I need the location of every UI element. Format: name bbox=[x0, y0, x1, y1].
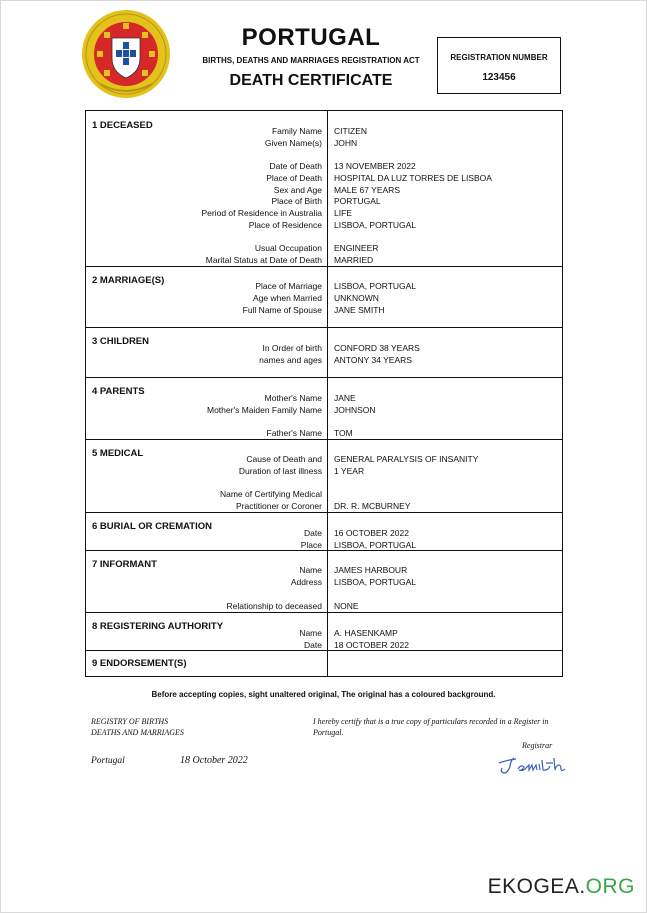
field-value: A. HASENKAMP bbox=[334, 628, 398, 638]
field-label: Sex and Age bbox=[273, 185, 322, 195]
section-informant bbox=[86, 551, 562, 613]
field-label: Place of Birth bbox=[271, 196, 322, 206]
field-value: MALE 67 YEARS bbox=[334, 185, 400, 195]
column-divider bbox=[327, 111, 328, 266]
field-value: LISBOA, PORTUGAL bbox=[334, 540, 417, 550]
registration-number-box bbox=[437, 37, 561, 94]
column-divider bbox=[327, 613, 328, 650]
field-label: Place of Residence bbox=[248, 220, 322, 230]
field-label: In Order of birth bbox=[262, 343, 322, 353]
field-value: UNKNOWN bbox=[334, 293, 379, 303]
field-value: TOM bbox=[334, 428, 353, 438]
section-title: 8 REGISTERING AUTHORITY bbox=[92, 621, 224, 632]
field-label: Relationship to deceased bbox=[226, 601, 322, 611]
field-value: JAMES HARBOUR bbox=[334, 565, 408, 575]
field-label: Date bbox=[304, 528, 322, 538]
column-divider bbox=[327, 378, 328, 439]
section-burial bbox=[86, 513, 562, 551]
field-label: Mother's Name bbox=[264, 393, 322, 403]
coat-of-arms-emblem bbox=[80, 8, 172, 100]
registrar-signature bbox=[496, 754, 566, 776]
field-value: LISBOA, PORTUGAL bbox=[334, 281, 417, 291]
certification-text: I hereby certify that is a true copy of particulars recorded in a Register in Portugal. bbox=[313, 717, 549, 737]
section-title: 1 DECEASED bbox=[92, 120, 153, 131]
section-registering-authority bbox=[86, 613, 562, 651]
certificate-title: DEATH CERTIFICATE bbox=[229, 72, 393, 89]
field-value: JOHNSON bbox=[334, 405, 376, 415]
registry-line-1: REGISTRY OF BIRTHS bbox=[91, 717, 169, 726]
field-label: Mother's Maiden Family Name bbox=[207, 405, 322, 415]
section-title: 6 BURIAL OR CREMATION bbox=[92, 521, 212, 532]
field-value: LIFE bbox=[334, 208, 352, 218]
field-label: Address bbox=[290, 577, 322, 587]
field-value: 16 OCTOBER 2022 bbox=[334, 528, 409, 538]
section-title: 9 ENDORSEMENT(S) bbox=[92, 658, 187, 669]
field-value: NONE bbox=[334, 601, 359, 611]
field-value: LISBOA, PORTUGAL bbox=[334, 220, 417, 230]
field-label: Name bbox=[299, 628, 322, 638]
field-label: Cause of Death and bbox=[246, 454, 322, 464]
section-parents bbox=[86, 378, 562, 440]
column-divider bbox=[327, 440, 328, 512]
section-title: 2 MARRIAGE(S) bbox=[92, 275, 165, 286]
field-value: PORTUGAL bbox=[334, 196, 381, 206]
brand-name: EKOGEA. bbox=[487, 875, 586, 898]
field-value: MARRIED bbox=[334, 255, 374, 265]
field-value: JANE SMITH bbox=[334, 305, 385, 315]
field-value: HOSPITAL DA LUZ TORRES DE LISBOA bbox=[334, 173, 492, 183]
section-title: 7 INFORMANT bbox=[92, 559, 157, 570]
copy-note: Before accepting copies, sight unaltered original, The original has a coloured background. bbox=[151, 690, 496, 699]
field-value: ENGINEER bbox=[334, 243, 379, 253]
registration-number-value: 123456 bbox=[482, 72, 516, 83]
field-value: 18 OCTOBER 2022 bbox=[334, 640, 409, 650]
field-label: Duration of last illness bbox=[238, 466, 322, 476]
column-divider bbox=[327, 551, 328, 612]
field-label: Marital Status at Date of Death bbox=[205, 255, 322, 265]
field-label: Place of Marriage bbox=[255, 281, 322, 291]
field-value: JOHN bbox=[334, 138, 358, 148]
field-value: LISBOA, PORTUGAL bbox=[334, 577, 417, 587]
certificate-table bbox=[85, 110, 563, 677]
field-value: CONFORD 38 YEARS bbox=[334, 343, 420, 353]
field-label: Practitioner or Coroner bbox=[236, 501, 322, 511]
field-label: names and ages bbox=[259, 355, 322, 365]
field-label: Given Name(s) bbox=[264, 138, 322, 148]
field-label: Name bbox=[299, 565, 322, 575]
field-label: Period of Residence in Australia bbox=[201, 208, 322, 218]
certificate-country: PORTUGAL bbox=[241, 24, 381, 51]
field-value: DR. R. MCBURNEY bbox=[334, 501, 411, 511]
registrar-label: Registrar bbox=[522, 741, 553, 750]
field-label: Date bbox=[304, 640, 322, 650]
section-title: 5 MEDICAL bbox=[92, 448, 144, 459]
field-value: ANTONY 34 YEARS bbox=[334, 355, 412, 365]
field-label: Usual Occupation bbox=[254, 243, 322, 253]
registration-act: BIRTHS, DEATHS AND MARRIAGES REGISTRATION ACT bbox=[202, 56, 420, 65]
brand-suffix: ORG bbox=[585, 875, 635, 898]
field-value: GENERAL PARALYSIS OF INSANITY bbox=[334, 454, 479, 464]
section-children bbox=[86, 328, 562, 378]
section-medical bbox=[86, 440, 562, 513]
watermark-brand bbox=[488, 875, 635, 899]
field-label: Name of Certifying Medical bbox=[219, 489, 322, 499]
issue-date: 18 October 2022 bbox=[180, 755, 248, 766]
registry-line-2: DEATHS AND MARRIAGES bbox=[91, 728, 184, 737]
section-endorsements bbox=[86, 651, 562, 676]
field-label: Place of Death bbox=[266, 173, 322, 183]
field-value: CITIZEN bbox=[334, 126, 368, 136]
issue-place: Portugal bbox=[91, 756, 125, 766]
column-divider bbox=[327, 651, 328, 676]
registration-number-label: REGISTRATION NUMBER bbox=[450, 53, 548, 62]
section-title: 3 CHILDREN bbox=[92, 336, 150, 347]
field-label: Full Name of Spouse bbox=[242, 305, 322, 315]
field-label: Family Name bbox=[271, 126, 322, 136]
field-label: Father's Name bbox=[266, 428, 322, 438]
field-value: JANE bbox=[334, 393, 356, 403]
section-deceased bbox=[86, 111, 562, 267]
field-label: Age when Married bbox=[253, 293, 322, 303]
section-title: 4 PARENTS bbox=[92, 386, 145, 397]
field-label: Date of Death bbox=[269, 161, 322, 171]
column-divider bbox=[327, 513, 328, 550]
column-divider bbox=[327, 267, 328, 327]
registry-office bbox=[91, 716, 184, 738]
field-value: 13 NOVEMBER 2022 bbox=[334, 161, 416, 171]
column-divider bbox=[327, 328, 328, 377]
field-label: Place bbox=[300, 540, 322, 550]
section-marriage bbox=[86, 267, 562, 328]
field-value: 1 YEAR bbox=[334, 466, 365, 476]
